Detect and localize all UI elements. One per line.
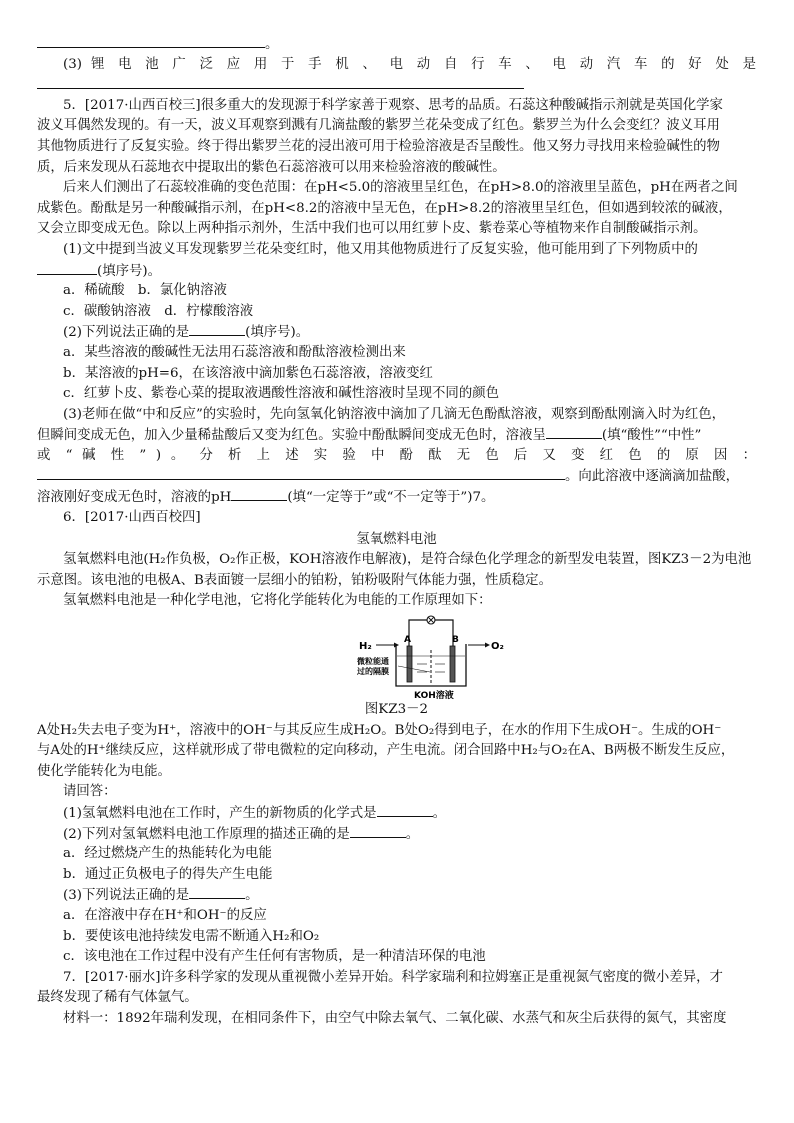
electrode-b-label: B — [452, 635, 459, 646]
q6-paragraph-line: 使化学能转化为电能。 — [37, 763, 171, 779]
answer-blank[interactable] — [189, 885, 245, 899]
q5-sub1-stem: (1)文中提到当波义耳发现紫罗兰花朵变红时，他又用其他物质进行了反复实验，他可能用到了下列物质中的 — [63, 241, 698, 257]
q6-paragraph-line: 示意图。该电池的电极A、B表面镀一层细小的铂粉，铂粉吸附气体能力强，性质稳定。 — [37, 572, 552, 588]
q6-sub3-option: a．在溶液中存在H⁺和OH⁻的反应 — [63, 907, 267, 923]
q5-sub3-stem-5: 溶液刚好变成无色时，溶液的pH (填“一定等于”或“不一定等于”)7。 — [37, 487, 756, 508]
q4-part3-line: (3) 锂 电 池 广 泛 应 用 于 手 机 、 电 动 自 行 车 、 电 动 汽 车 的 好 处 是 — [63, 56, 756, 72]
document-page — [37, 34, 756, 1030]
q5-paragraph-line: 后来人们测出了石蕊较准确的变色范围：在pH<5.0的溶液里呈红色，在pH>8.0的溶液里呈蓝色，pH在两者之间 — [63, 180, 738, 196]
q7-heading: 7．[2017·丽水]许多科学家的发现从重视微小差异开始。科学家瑞利和拉姆塞正是重视氮气密度的微小差异，才 — [63, 969, 723, 985]
q6-sub3-option: c．该电池在工作过程中没有产生任何有害物质，是一种清洁环保的电池 — [63, 949, 486, 965]
q6-sub1-stem: (1)氢氧燃料电池在工作时，产生的新物质的化学式是 。 — [37, 803, 756, 824]
q5-sub3-stem: (3)老师在做“中和反应”的实验时，先向氢氧化钠溶液中滴加了几滴无色酚酞溶液，观察到酚酞刚滴入时为红色， — [63, 406, 726, 422]
answer-blank[interactable] — [350, 824, 406, 838]
q5-sub3-stem-2: 但瞬间变成无色，加入少量稀盐酸后又变为红色。实验中酚酞瞬间变成无色时，溶液呈 (填“酸性”“中性” — [37, 425, 756, 446]
h2-label: H₂ — [359, 641, 372, 653]
q7-paragraph-line: 材料一：1892年瑞利发现，在相同条件下，由空气中除去氧气、二氧化碳、水蒸气和灰尘后获得的氮气，其密度 — [63, 1010, 727, 1026]
answer-blank[interactable] — [231, 487, 287, 501]
answer-blank[interactable] — [377, 803, 433, 817]
q5-paragraph-line: 质，后来发现从石蕊地衣中提取出的紫色石蕊溶液可以用来检验溶液的酸碱性。 — [37, 159, 506, 175]
q5-paragraph-line: 波义耳偶然发现的。有一天，波义耳观察到溅有几滴盐酸的紫罗兰花朵变成了红色。紫罗兰为什么会变红？波义耳用 — [37, 118, 720, 134]
membrane-label-1: 微粒能通 — [357, 657, 389, 667]
q5-sub3-stem-3: 或 “ 碱 性 ” ) 。 分 析 上 述 实 验 中 酚 酞 无 色 后 又 变 红 色 的 原 因 ： — [37, 447, 756, 463]
q6-sub3-option: b．要使该电池持续发电需不断通入H₂和O₂ — [63, 928, 320, 944]
q4-answer-line: 。 — [37, 34, 756, 55]
koh-label: KOH溶液 — [414, 691, 454, 701]
fuel-cell-figure — [37, 612, 756, 700]
answer-blank[interactable] — [546, 425, 602, 439]
answer-blank[interactable] — [37, 34, 265, 48]
q6-sub2-option: a．经过燃烧产生的热能转化为电能 — [63, 846, 272, 862]
q6-sub3-stem: (3)下列说法正确的是 。 — [37, 885, 756, 906]
answer-blank[interactable] — [37, 75, 524, 89]
membrane-label-2: 过的隔膜 — [357, 667, 389, 677]
answer-blank[interactable] — [189, 322, 245, 336]
q5-heading: 5．[2017·山西百校三]很多重大的发现源于科学家善于观察、思考的品质。石蕊这种酸碱指示剂就是英国化学家 — [63, 97, 723, 113]
q6-paragraph-line: 氢氧燃料电池是一种化学电池，它将化学能转化为电能的工作原理如下： — [63, 593, 492, 609]
q6-ask: 请回答： — [63, 784, 117, 800]
o2-label: O₂ — [491, 641, 504, 653]
q5-sub2-option: c．红萝卜皮、紫卷心菜的提取液遇酸性溶液和碱性溶液时呈现不同的颜色 — [63, 386, 499, 402]
q5-sub1-stem-2: (填序号)。 — [37, 261, 756, 282]
q5-sub3-stem-4: 。向此溶液中逐滴滴加盐酸， — [37, 466, 756, 487]
q5-sub1-options: c．碳酸钠溶液 d．柠檬酸溶液 — [63, 303, 254, 319]
q6-heading: 6．[2017·山西百校四] — [63, 509, 201, 525]
electrode-a-label: A — [404, 635, 411, 646]
q5-paragraph-line: 成紫色。酚酞是另一种酸碱指示剂，在pH<8.2的溶液中呈无色，在pH>8.2的溶液里呈红色，但如遇到较浓的碱液， — [37, 200, 732, 216]
q6-article-title: 氢氧燃料电池 — [356, 532, 437, 548]
answer-blank[interactable] — [37, 261, 97, 275]
figure-caption: 图KZ3－2 — [364, 702, 429, 718]
fuel-cell-diagram — [354, 612, 504, 700]
q5-paragraph-line: 又会立即变成无色。除以上两种指示剂外，生活中我们也可以用红萝卜皮、紫卷菜心等植物来作自制酸碱指示剂。 — [37, 221, 707, 237]
answer-blank[interactable] — [37, 466, 565, 480]
q4-answer-line-2 — [37, 75, 756, 96]
q6-sub2-stem: (2)下列对氢氧燃料电池工作原理的描述正确的是 。 — [37, 824, 756, 845]
q5-sub2-option: b．某溶液的pH=6，在该溶液中滴加紫色石蕊溶液，溶液变红 — [63, 365, 433, 381]
q7-paragraph-line: 最终发现了稀有气体氩气。 — [37, 990, 198, 1006]
q5-sub2-option: a．某些溶液的酸碱性无法用石蕊溶液和酚酞溶液检测出来 — [63, 344, 406, 360]
q6-sub2-option: b．通过正负极电子的得失产生电能 — [63, 866, 273, 882]
q6-paragraph-line: 与A处的H⁺继续反应，这样就形成了带电微粒的定向移动，产生电流。闭合回路中H₂与O₂在A、B两极不断发生反应， — [37, 743, 735, 759]
q5-sub1-options: a．稀硫酸 b．氯化钠溶液 — [63, 283, 227, 299]
q6-paragraph-line: A处H₂失去电子变为H⁺，溶液中的OH⁻与其反应生成H₂O。B处O₂得到电子，在水的作用下生成OH⁻。生成的OH⁻ — [37, 722, 722, 738]
q5-paragraph-line: 其他物质进行了反复实验。终于得出紫罗兰花的浸出液可用于检验溶液是否呈酸性。他又努力寻找用来检验碱性的物 — [37, 138, 720, 154]
q6-paragraph-line: 氢氧燃料电池(H₂作负极，O₂作正极，KOH溶液作电解液)，是符合绿色化学理念的新型发电装置，图KZ3－2为电池 — [63, 552, 752, 568]
q5-sub2-stem: (2)下列说法正确的是 (填序号)。 — [37, 322, 756, 343]
